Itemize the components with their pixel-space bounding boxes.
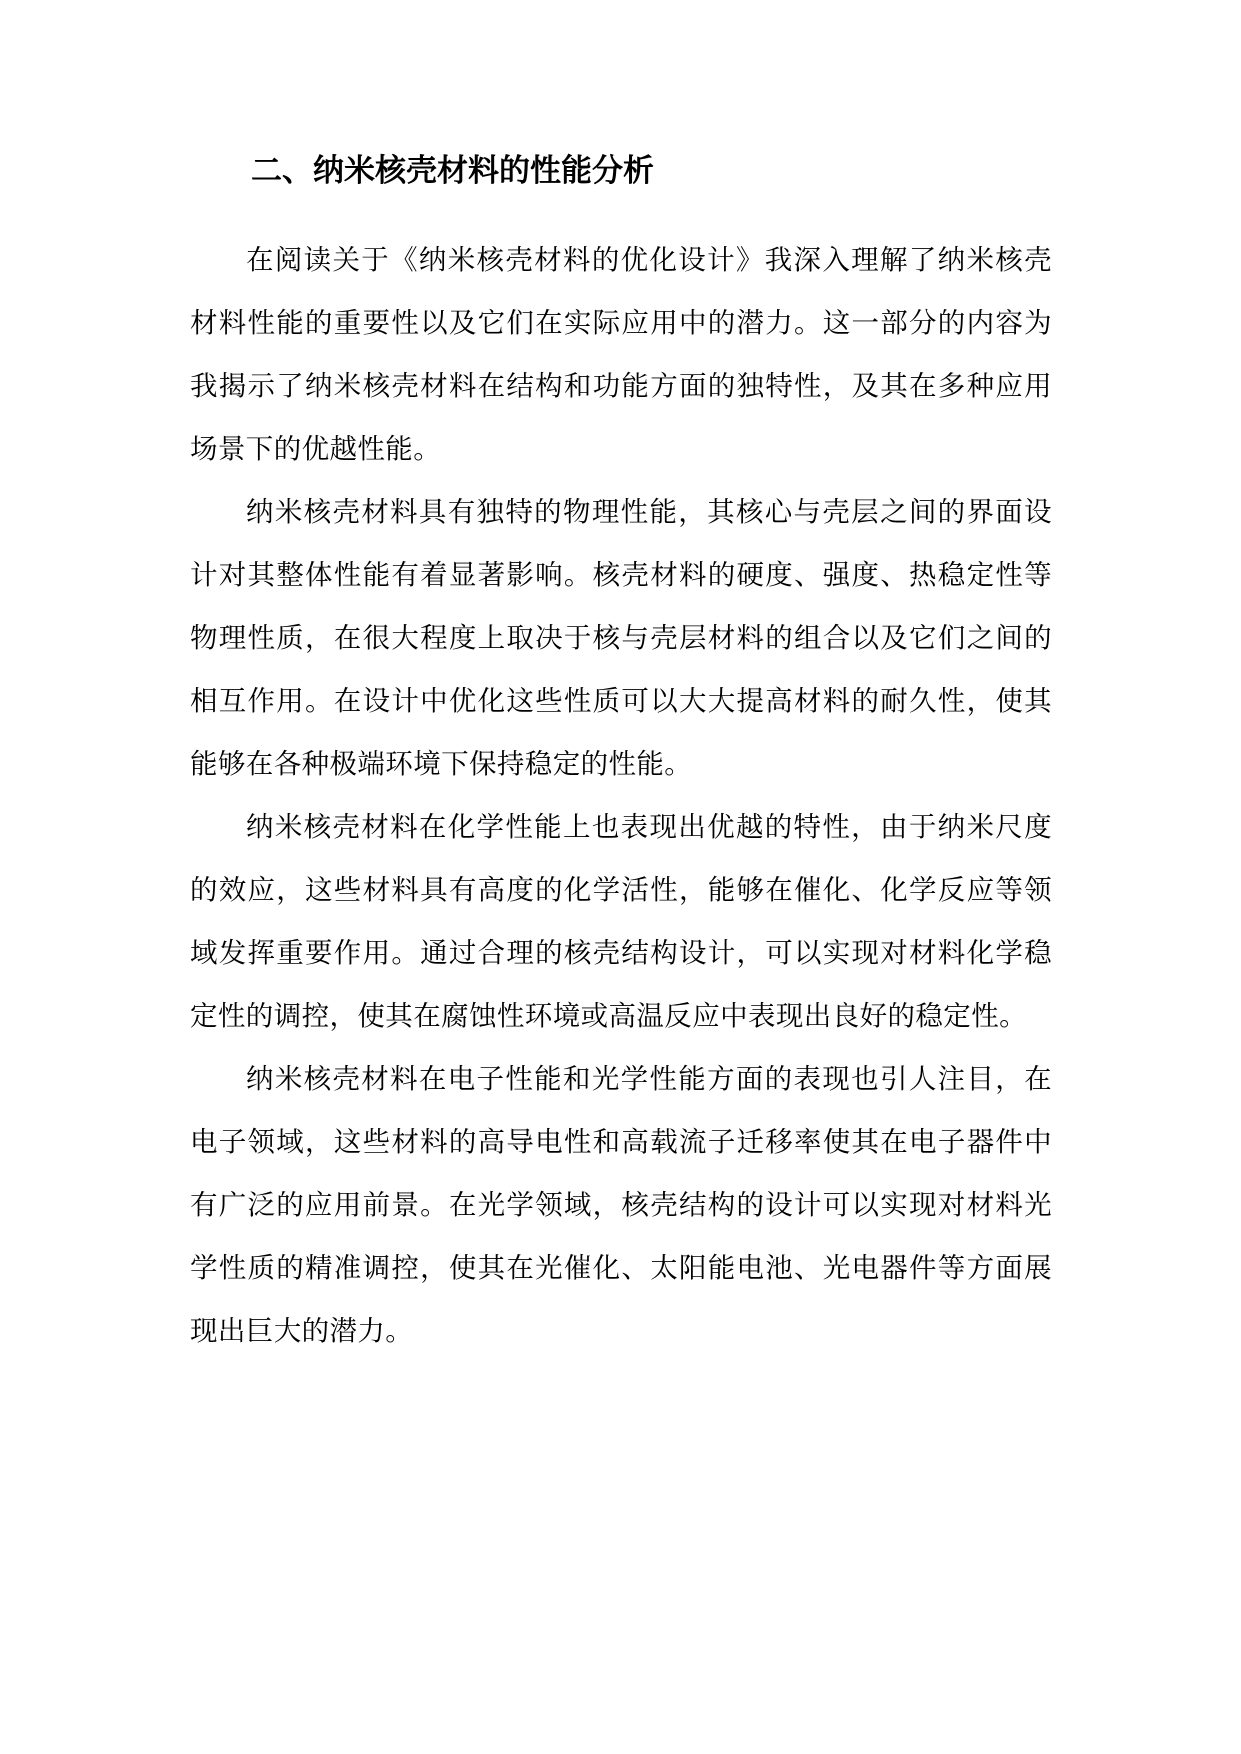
paragraph-2: 纳米核壳材料具有独特的物理性能，其核心与壳层之间的界面设计对其整体性能有着显著影响。核壳材料的硬度、强度、热稳定性等物理性质，在很大程度上取决于核与壳层材料的组合以及它们之间的相互作用。在设计中优化这些性质可以大大提高材料的耐久性，使其能够在各种极端环境下保持稳定的性能。 xyxy=(190,496,1052,780)
paragraph-1: 在阅读关于《纳米核壳材料的优化设计》我深入理解了纳米核壳材料性能的重要性以及它们在实际应用中的潜力。这一部分的内容为我揭示了纳米核壳材料在结构和功能方面的独特性，及其在多种应用场景下的优越性能。 xyxy=(190,244,1052,465)
body-text xyxy=(190,229,1052,1363)
paragraph-3: 纳米核壳材料在化学性能上也表现出优越的特性，由于纳米尺度的效应，这些材料具有高度的化学活性，能够在催化、化学反应等领域发挥重要作用。通过合理的核壳结构设计，可以实现对材料化学稳定性的调控，使其在腐蚀性环境或高温反应中表现出良好的稳定性。 xyxy=(190,811,1052,1032)
paragraph-4: 纳米核壳材料在电子性能和光学性能方面的表现也引人注目，在电子领域，这些材料的高导电性和高载流子迁移率使其在电子器件中有广泛的应用前景。在光学领域，核壳结构的设计可以实现对材料光学性质的精准调控，使其在光催化、太阳能电池、光电器件等方面展现出巨大的潜力。 xyxy=(190,1063,1052,1347)
section-heading: 二、纳米核壳材料的性能分析 xyxy=(251,153,654,189)
